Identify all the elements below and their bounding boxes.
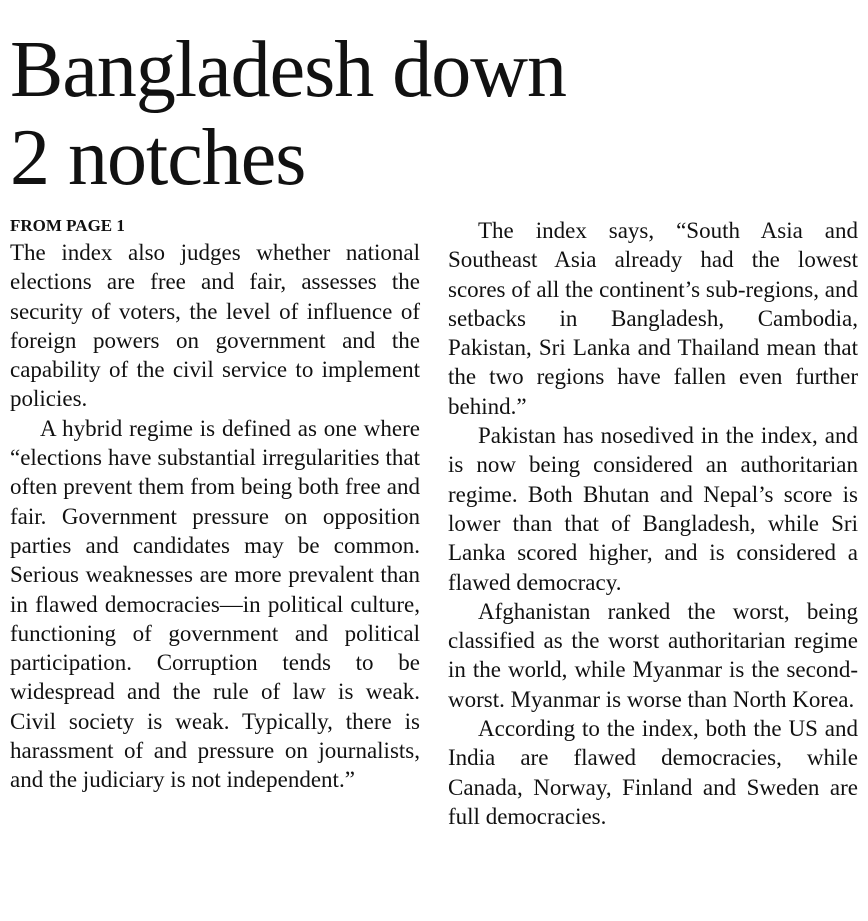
- right-paragraph-3: Afghanistan ranked the worst, being classified as the worst authoritarian regime in the world, while Myanmar is the second-worst. Myanmar is worse than North Korea.: [448, 598, 858, 712]
- right-paragraph-1: The index says, “South Asia and Southeast Asia already had the lowest scores of all the continent’s sub-regions, and setbacks in Bangladesh, Cambodia, Pakistan, Sri Lanka and Thailand mean that the two regions have fallen even further behind.”: [448, 218, 858, 419]
- left-paragraph-2: A hybrid regime is defined as one where “elections have substantial irregularities that often prevent them from being both free and fair. Government pressure on opposition parties and candidates may be common. Serious weaknesses are more prevalent than in flawed democracies—in political culture, functioning of government and political participation. Corruption tends to be widespread and the rule of law is weak. Civil society is weak. Typically, there is harassment of and pressure on journalists, and the judiciary is not independent.”: [10, 415, 420, 793]
- left-paragraph-1: The index also judges whether national elections are free and fair, assesses the security of voters, the level of influence of foreign powers on government and the capability of the civil service to implement policies.: [10, 240, 420, 412]
- headline-line-1: Bangladesh down: [10, 26, 567, 114]
- right-paragraph-2: Pakistan has nosedived in the index, and is now being considered an authoritarian regime. Both Bhutan and Nepal’s score is lower than that of Bangladesh, while Sri Lanka scored higher, and is considered a flawed democracy.: [448, 423, 858, 595]
- headline: [10, 26, 858, 202]
- jump-line: FROM PAGE 1: [10, 216, 125, 235]
- right-paragraph-4: According to the index, both the US and India are flawed democracies, while Canada, Norway, Finland and Sweden are full democracies.: [448, 716, 858, 829]
- left-column: [10, 216, 420, 831]
- article-columns: [10, 216, 858, 831]
- right-column: [448, 216, 858, 831]
- headline-line-2: 2 notches: [10, 114, 306, 202]
